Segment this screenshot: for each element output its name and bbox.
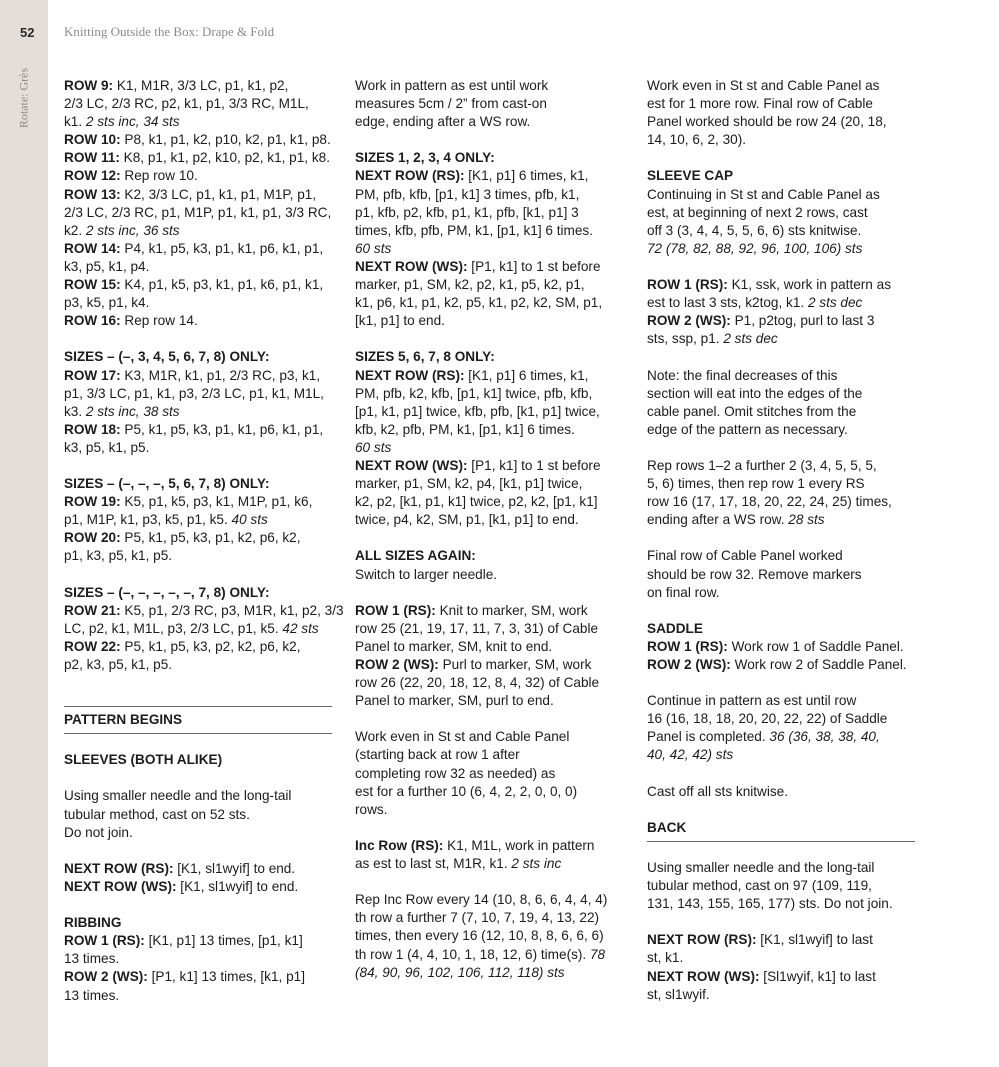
sleeve-cast-on: Using smaller needle and the long-tail tubular method, cast on 52 sts. Do not join. [64,788,292,840]
sizes-5-8-block: SIZES – (–, –, –, 5, 6, 7, 8) ONLY: ROW 19: K5, p1, k5, p3, k1, M1P, p1, k6, p1, M1P, k1, p3, k5, p1, k5. 40 sts ROW 20: P5, k1, p5, k3, p1, k2, p6, k2, p1, k3, p5, k1, p5. [64,476,313,564]
sizes-7-8-block: SIZES – (–, –, –, –, –, 7, 8) ONLY: ROW 21: K5, p1, 2/3 RC, p3, M1R, k1, p2, 3/3 LC, p2, k1, M1L, p3, 2/3 LC, p1, k5. 42 sts ROW 22: P5, k1, p5, k3, p2, k2, p6, k2, p2, k3, p5, k1, p5. [64,584,344,672]
continue-para: Continue in pattern as est until row 16 (16, 18, 18, 20, 20, 22, 22) of Saddle Panel is completed. 36 (36, 38, 38, 40, 40, 42, 42) sts [647,693,888,763]
rows-9-16: ROW 9: K1, M1R, 3/3 LC, p1, k1, p2, 2/3 LC, 2/3 RC, p2, k1, p1, 3/3 RC, M1L, k1. 2 sts inc, 34 sts ROW 10: P8, k1, p1, k2, p10, k2, p1, k1, p8. ROW 11: K8, p1, k1, p2, k10, p2, k1, p1, k8. ROW 12: Rep row 10. ROW 13: K2, 3/3 LC, p1, k1, p1, M1P, p1, 2/3 LC, 2/3 RC, p1, M1P, p1, k1, p1, 3/3 RC, k2. 2 sts inc, 36 sts ROW 14: P4, k1, p5, k3, p1, k1, p6, k1, p1, k3, p5, k1, p4. ROW 15: K4, p1, k5, p3, k1, p1, k6, p1, k1, p3, k5, p1, k4. ROW 16: Rep row 14. [64,78,332,329]
sleeve-next-rows: NEXT ROW (RS): [K1, sl1wyif] to end. NEXT ROW (WS): [K1, sl1wyif] to end. [64,860,299,894]
cast-off-para: Cast off all sts knitwise. [647,783,789,799]
sizes-5-8-inc-block: SIZES 5, 6, 7, 8 ONLY: NEXT ROW (RS): [K1, p1] 6 times, k1, PM, pfb, k2, kfb, [p1, k1] twice, pfb, kfb, [p1, k1, p1] twice, kfb, pfb, [k1, p1] twice, kfb, k2, pfb, PM, k1, [p1, k1] 6 times. 60 sts NEXT ROW (WS): [P1, k1] to 1 st before marker, p1, SM, k2, p4, [k1, p1] twice, k2, p2, [k1, p1, k1] twice, p2, k2, [p1, k1] twice, p4, k2, SM, p1, [k1, p1] to end. [355,349,601,528]
sleeves-heading: SLEEVES (BOTH ALIKE) [64,752,223,768]
sizes-3-8-block: SIZES – (–, 3, 4, 5, 6, 7, 8) ONLY: ROW 17: K3, M1R, k1, p1, 2/3 RC, p3, k1, p1, 3/3 LC, p1, k1, p3, 2/3 LC, p1, k1, M1L, k3. 2 sts inc, 38 sts ROW 18: P5, k1, p5, k3, p1, k1, p6, k1, p1, k3, p5, k1, p5. [64,349,324,455]
back-next-rows: NEXT ROW (RS): [K1, sl1wyif] to last st, k1. NEXT ROW (WS): [Sl1wyif, k1] to last st, sl1wyif. [647,932,876,1002]
saddle-block: SADDLE ROW 1 (RS): Work row 1 of Saddle Panel. ROW 2 (WS): Work row 2 of Saddle Panel. [647,620,907,672]
final-row-para: Final row of Cable Panel worked should be row 32. Remove markers on final row. [647,548,862,600]
rep-inc-para: Rep Inc Row every 14 (10, 8, 6, 6, 4, 4, 4) th row a further 7 (7, 10, 7, 19, 4, 13, 22) times, then every 16 (12, 10, 8, 8, 6, 6, 6) th row 1 (4, 4, 10, 1, 18, 12, 6) time(s). 78 (84, 90, 96, 102, 106, 112, 118) sts [355,892,608,980]
side-margin-band [0,0,48,1067]
sizes-1-4-block: SIZES 1, 2, 3, 4 ONLY: NEXT ROW (RS): [K1, p1] 6 times, k1, PM, pfb, kfb, [p1, k1] 3 times, pfb, k1, p1, kfb, p2, kfb, p1, k1, pfb, [k1, p1] 3 times, kfb, pfb, PM, k1, [p1, k1] 6 times. 60 sts NEXT ROW (WS): [P1, k1] to 1 st before marker, p1, SM, k2, p2, k1, p5, k2, p1, k1, p6, k1, p1, k2, p5, k1, p2, k2, SM, p1, [k1, p1] to end. [355,150,603,329]
column-1 [64,77,344,1005]
all-sizes-block: ALL SIZES AGAIN: Switch to larger needle. [355,548,498,582]
work-even-para: Work even in St st and Cable Panel (starting back at row 1 after completing row 32 as needed) as est for a further 10 (6, 4, 2, 2, 0, 0, 0) rows. [355,729,578,817]
column-3 [647,77,915,1004]
work-until-para: Work in pattern as est until work measures 5cm / 2” from cast-on edge, ending after a WS row. [355,78,549,130]
inc-row-para: Inc Row (RS): K1, M1L, work in pattern as est to last st, M1R, k1. 2 sts inc [355,837,595,872]
pattern-begins-heading: PATTERN BEGINS [64,706,332,734]
work-even-cap-para: Work even in St st and Cable Panel as est for 1 more row. Final row of Cable Panel worked should be row 24 (20, 18, 14, 10, 6, 2, 30). [647,78,887,148]
back-cast-on: Using smaller needle and the long-tail tubular method, cast on 97 (109, 119, 131, 143, 155, 165, 177) sts. Do not join. [647,859,893,912]
column-2 [355,77,625,982]
section-side-label: Rotate: Grès [16,67,31,129]
note-para: Note: the final decreases of this section will eat into the edges of the cable panel. Omit stitches from the edge of the pattern as necessary. [647,367,863,437]
sleeve-cap-block: SLEEVE CAP Continuing in St st and Cable Panel as est, at beginning of next 2 rows, cast off 3 (3, 4, 4, 5, 5, 6, 6) sts knitwise. 72 (78, 82, 88, 92, 96, 100, 106) sts [647,168,880,256]
rep-rows-para: Rep rows 1–2 a further 2 (3, 4, 5, 5, 5, 5, 6) times, then rep row 1 every RS row 16 (17, 17, 18, 20, 22, 24, 25) times, ending after a WS row. 28 sts [647,457,892,528]
page-number: 52 [20,25,35,40]
ribbing-block: RIBBING ROW 1 (RS): [K1, p1] 13 times, [p1, k1] 13 times. ROW 2 (WS): [P1, k1] 13 times, [k1, p1] 13 times. [64,915,305,1003]
running-title: Knitting Outside the Box: Drape & Fold [64,24,275,39]
cap-rows: ROW 1 (RS): K1, ssk, work in pattern as est to last 3 sts, k2tog, k1. 2 sts dec ROW 2 (WS): P1, p2tog, purl to last 3 sts, ssp, p1. 2 sts dec [647,277,892,347]
back-heading: BACK [647,819,915,842]
larger-needle-rows: ROW 1 (RS): Knit to marker, SM, work row 25 (21, 19, 17, 11, 7, 3, 31) of Cable Panel to marker, SM, knit to end. ROW 2 (WS): Purl to marker, SM, work row 26 (22, 20, 18, 12, 8, 4, 32) of Cable Panel to marker, SM, purl to end. [355,602,600,709]
